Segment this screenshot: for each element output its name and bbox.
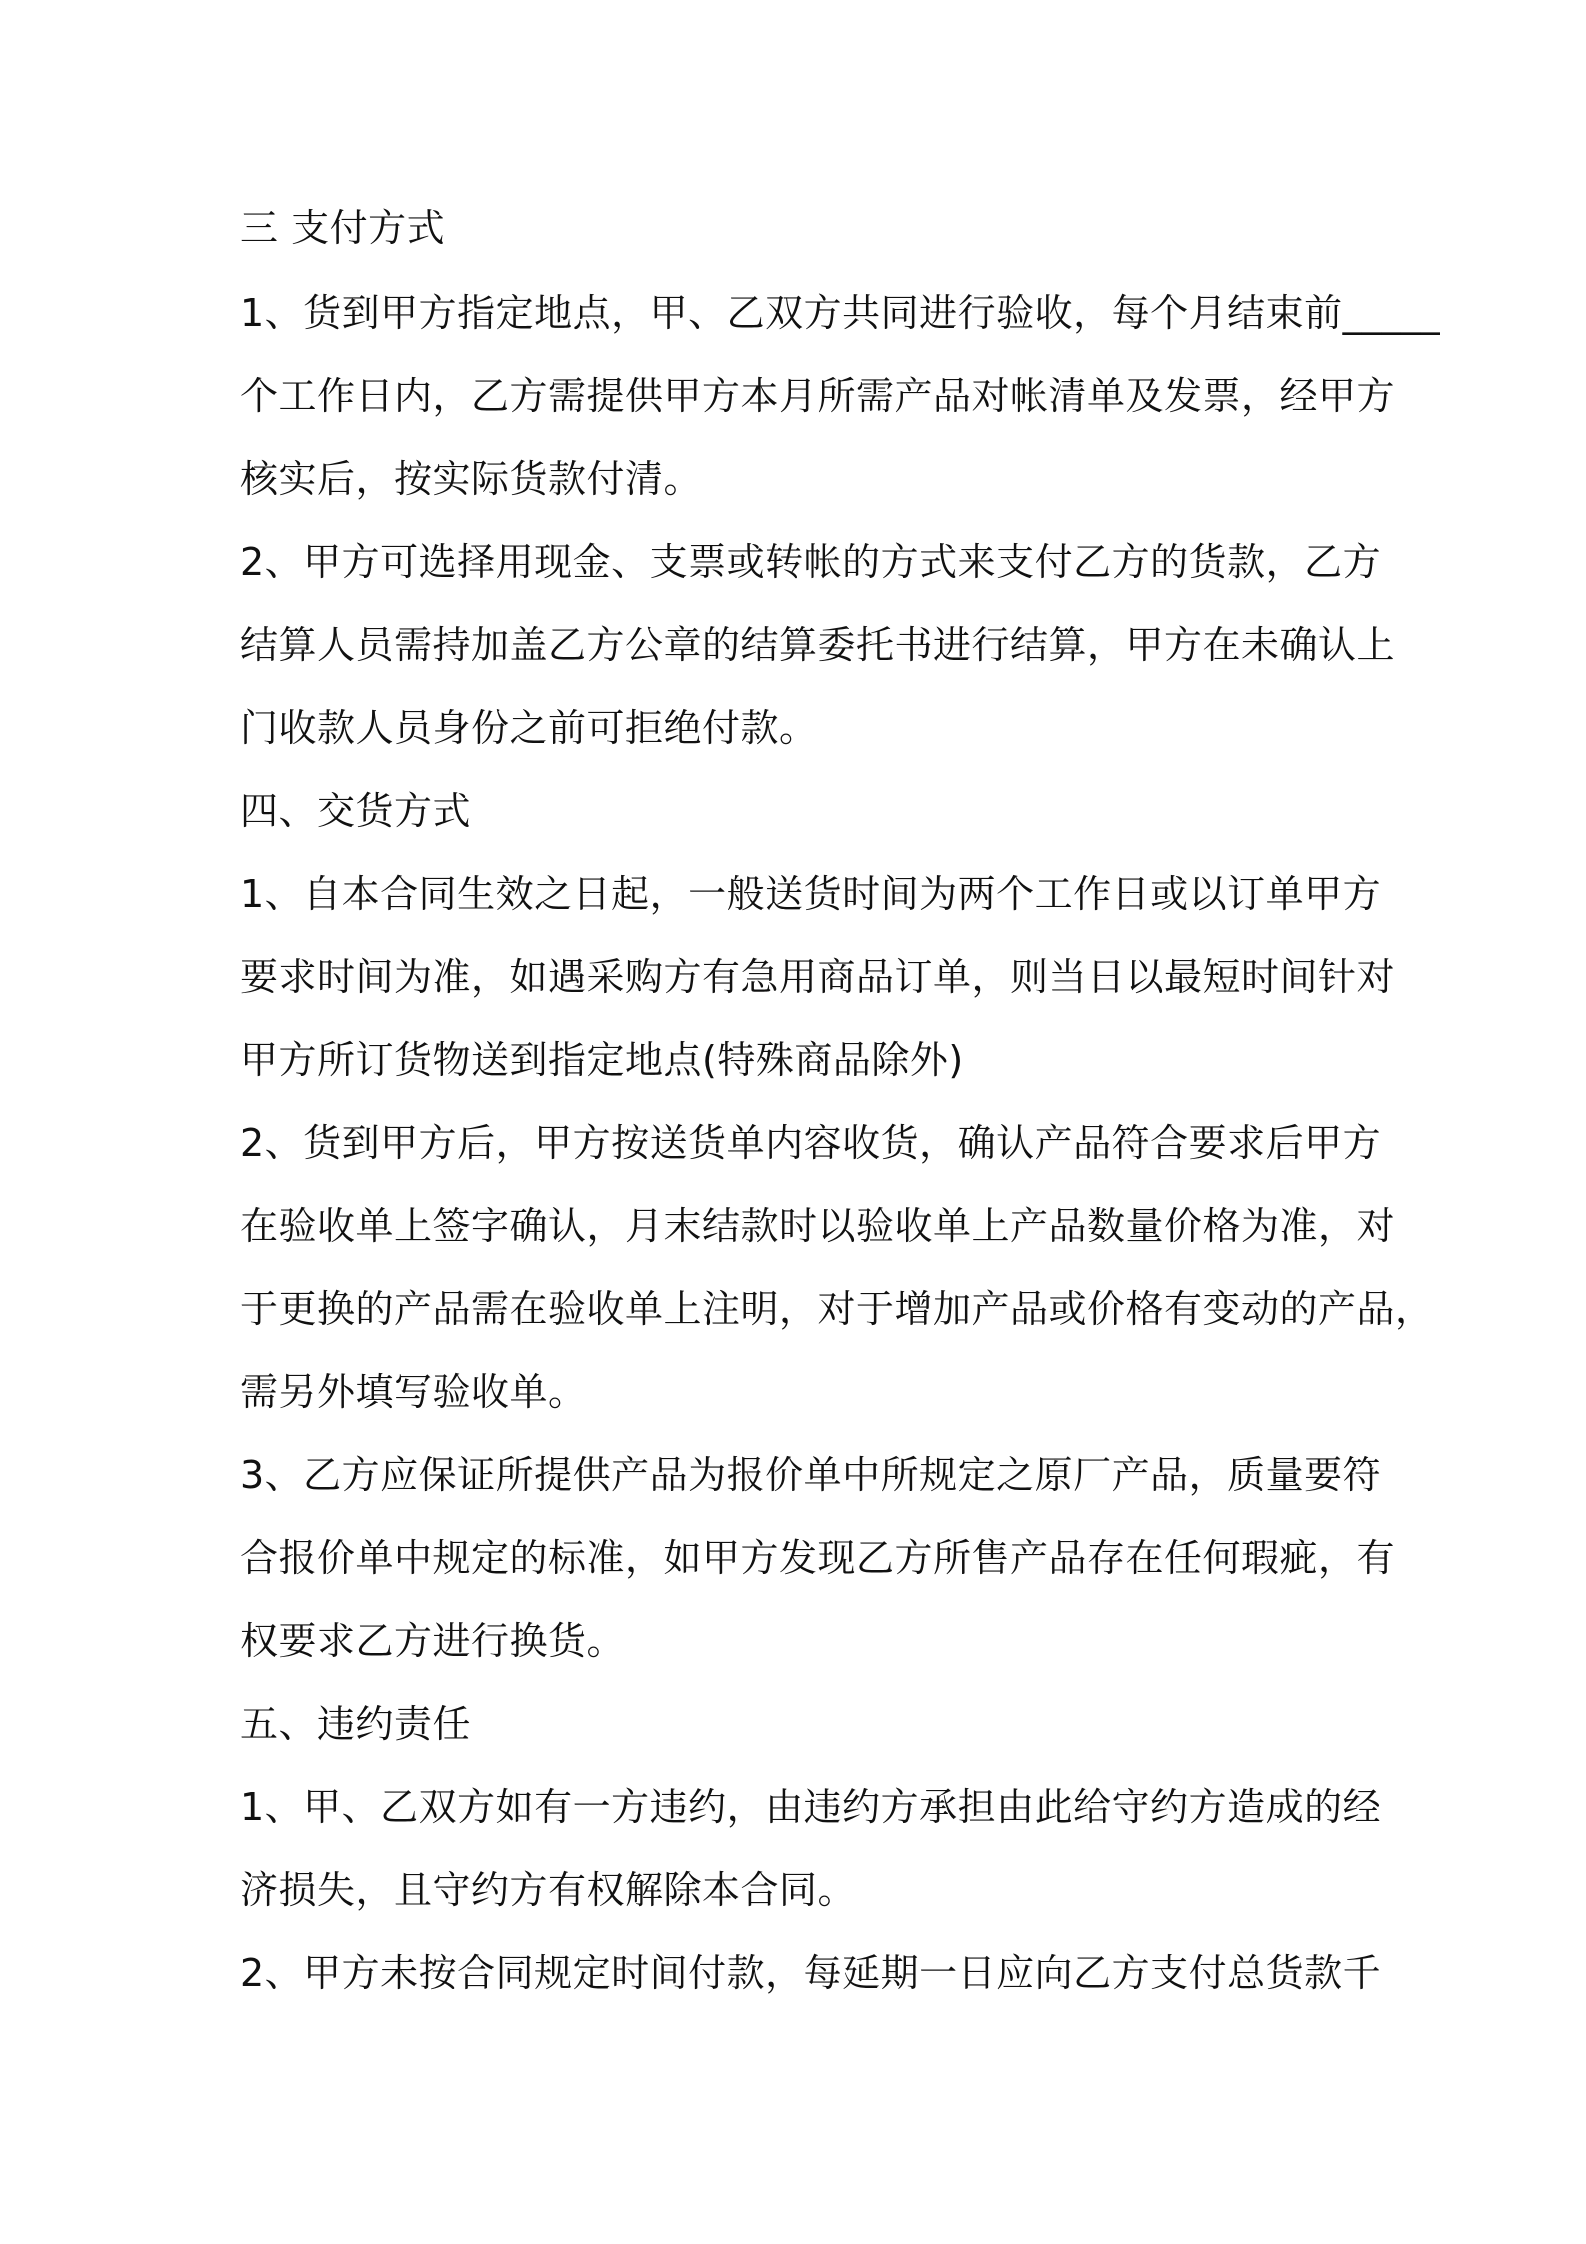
clause-line: 3、乙方应保证所提供产品为报价单中所规定之原厂产品，质量要符 bbox=[240, 1453, 1382, 1497]
clause-line: 结算人员需持加盖乙方公章的结算委托书进行结算，甲方在未确认上 bbox=[240, 623, 1396, 667]
section-heading-liability: 五、违约责任 bbox=[240, 1702, 472, 1746]
clause-line: 个工作日内，乙方需提供甲方本月所需产品对帐清单及发票，经甲方 bbox=[240, 374, 1396, 418]
clause-line: 核实后，按实际货款付清。 bbox=[240, 457, 703, 501]
clause-line: 2、货到甲方后，甲方按送货单内容收货，确认产品符合要求后甲方 bbox=[240, 1121, 1382, 1165]
clause-line: 2、甲方未按合同规定时间付款，每延期一日应向乙方支付总货款千 bbox=[240, 1951, 1382, 1995]
clause-line: 济损失，且守约方有权解除本合同。 bbox=[240, 1868, 857, 1912]
clause-line: 需另外填写验收单。 bbox=[240, 1370, 587, 1414]
clause-line: 要求时间为准，如遇采购方有急用商品订单，则当日以最短时间针对 bbox=[240, 955, 1396, 999]
clause-line: 合报价单中规定的标准，如甲方发现乙方所售产品存在任何瑕疵，有 bbox=[240, 1536, 1396, 1580]
section-heading-delivery: 四、交货方式 bbox=[240, 789, 472, 833]
clause-line: 甲方所订货物送到指定地点(特殊商品除外) bbox=[240, 1038, 964, 1082]
clause-line: 2、甲方可选择用现金、支票或转帐的方式来支付乙方的货款，乙方 bbox=[240, 540, 1382, 584]
clause-line: 1、自本合同生效之日起，一般送货时间为两个工作日或以订单甲方 bbox=[240, 872, 1382, 916]
clause-line: 于更换的产品需在验收单上注明，对于增加产品或价格有变动的产品， bbox=[240, 1287, 1434, 1331]
clause-line: 1、甲、乙双方如有一方违约，由违约方承担由此给守约方造成的经 bbox=[240, 1785, 1382, 1829]
clause-line: 权要求乙方进行换货。 bbox=[240, 1619, 626, 1663]
section-heading-payment: 三 支付方式 bbox=[240, 206, 446, 250]
clause-line: 1、货到甲方指定地点，甲、乙双方共同进行验收，每个月结束前_____ bbox=[240, 291, 1441, 335]
clause-line: 门收款人员身份之前可拒绝付款。 bbox=[240, 706, 818, 750]
clause-line: 在验收单上签字确认，月末结款时以验收单上产品数量价格为准，对 bbox=[240, 1204, 1396, 1248]
